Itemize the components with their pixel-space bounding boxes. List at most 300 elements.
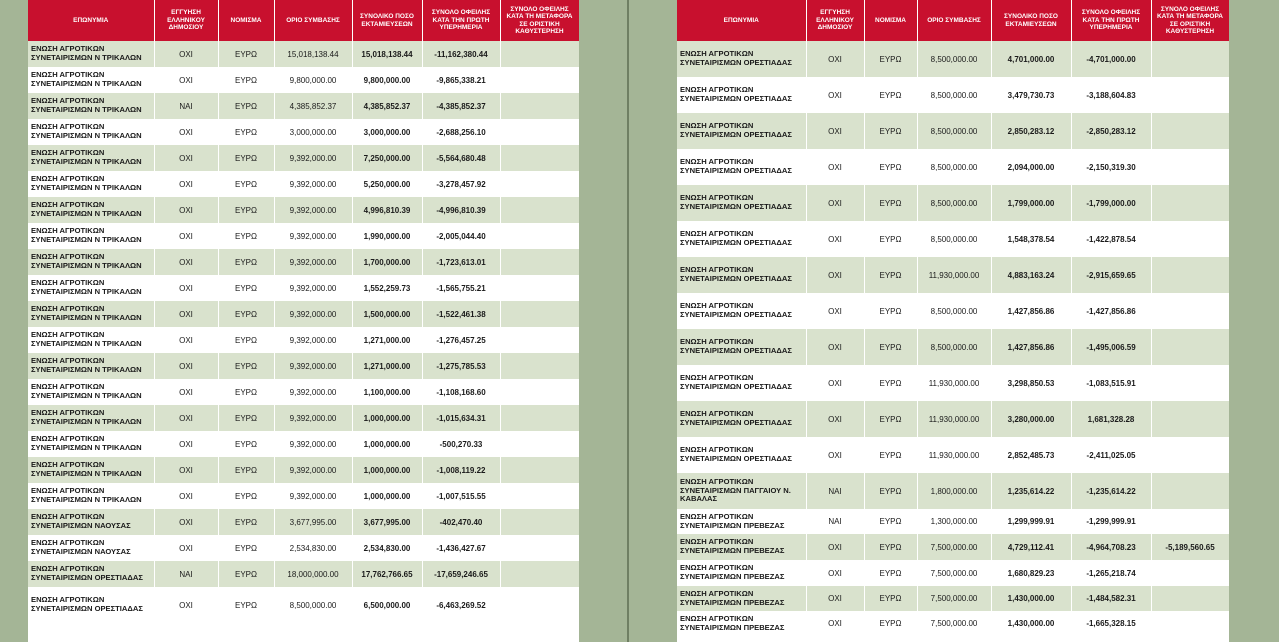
currency-cell: ΕΥΡΩ xyxy=(864,560,917,586)
table-row xyxy=(28,145,579,171)
first-default-debt-cell: -2,915,659.65 xyxy=(1071,257,1151,293)
currency-cell: ΕΥΡΩ xyxy=(864,185,917,221)
company-name-cell: ΕΝΩΣΗ ΑΓΡΟΤΙΚΩΝ ΣΥΝΕΤΑΙΡΙΣΜΩΝ Ν ΤΡΙΚΑΛΩΝ xyxy=(28,483,154,509)
header-disbursed: ΣΥΝΟΛΙΚΟ ΠΟΣΟ ΕΚΤΑΜΙΕΥΣΕΩΝ xyxy=(991,0,1071,41)
company-name-cell: ΕΝΩΣΗ ΑΓΡΟΤΙΚΩΝ ΣΥΝΕΤΑΙΡΙΣΜΩΝ ΝΑΟΥΣΑΣ xyxy=(28,509,154,535)
contract-limit-cell: 9,392,000.00 xyxy=(274,327,352,353)
final-delay-debt-cell xyxy=(1151,611,1229,636)
final-delay-debt-cell xyxy=(500,327,579,353)
final-delay-debt-cell xyxy=(500,535,579,561)
company-name-cell: ΕΝΩΣΗ ΑΓΡΟΤΙΚΩΝ ΣΥΝΕΤΑΙΡΙΣΜΩΝ ΠΡΕΒΕΖΑΣ xyxy=(677,509,806,534)
final-delay-debt-cell xyxy=(500,353,579,379)
disbursed-amount-cell: 1,430,000.00 xyxy=(991,611,1071,636)
right-table-panel xyxy=(677,0,1229,642)
contract-limit-cell: 8,500,000.00 xyxy=(917,41,991,77)
contract-limit-cell: 1,300,000.00 xyxy=(917,509,991,534)
contract-limit-cell: 9,392,000.00 xyxy=(274,249,352,275)
currency-cell: ΕΥΡΩ xyxy=(218,587,274,623)
first-default-debt-cell: -3,188,604.83 xyxy=(1071,77,1151,113)
header-first-default: ΣΥΝΟΛΟ ΟΦΕΙΛΗΣ ΚΑΤΑ ΤΗΝ ΠΡΩΤΗ ΥΠΕΡΗΜΕΡΙΑ xyxy=(1071,0,1151,41)
currency-cell: ΕΥΡΩ xyxy=(218,119,274,145)
final-delay-debt-cell xyxy=(1151,509,1229,534)
company-name-cell: ΕΝΩΣΗ ΑΓΡΟΤΙΚΩΝ ΣΥΝΕΤΑΙΡΙΣΜΩΝ ΟΡΕΣΤΙΑΔΑΣ xyxy=(677,77,806,113)
disbursed-amount-cell: 2,850,283.12 xyxy=(991,113,1071,149)
contract-limit-cell: 3,000,000.00 xyxy=(274,119,352,145)
disbursed-amount-cell: 17,762,766.65 xyxy=(352,561,422,587)
company-name-cell: ΕΝΩΣΗ ΑΓΡΟΤΙΚΩΝ ΣΥΝΕΤΑΙΡΙΣΜΩΝ ΝΑΟΥΣΑΣ xyxy=(28,535,154,561)
company-name-cell: ΕΝΩΣΗ ΑΓΡΟΤΙΚΩΝ ΣΥΝΕΤΑΙΡΙΣΜΩΝ ΠΡΕΒΕΖΑΣ xyxy=(677,560,806,586)
currency-cell: ΕΥΡΩ xyxy=(864,113,917,149)
contract-limit-cell: 1,800,000.00 xyxy=(917,473,991,509)
guarantee-cell: ΟΧΙ xyxy=(154,587,218,623)
header-currency: ΝΟΜΙΣΜΑ xyxy=(864,0,917,41)
first-default-debt-cell: -402,470.40 xyxy=(422,509,500,535)
table-row xyxy=(28,561,579,587)
contract-limit-cell: 8,500,000.00 xyxy=(917,113,991,149)
final-delay-debt-cell xyxy=(1151,41,1229,77)
final-delay-debt-cell xyxy=(1151,401,1229,437)
currency-cell: ΕΥΡΩ xyxy=(864,257,917,293)
disbursed-amount-cell: 1,000,000.00 xyxy=(352,483,422,509)
table-row xyxy=(677,77,1229,113)
table-row xyxy=(28,509,579,535)
contract-limit-cell: 9,392,000.00 xyxy=(274,223,352,249)
guarantee-cell: ΟΧΙ xyxy=(806,149,864,185)
company-name-cell: ΕΝΩΣΗ ΑΓΡΟΤΙΚΩΝ ΣΥΝΕΤΑΙΡΙΣΜΩΝ ΟΡΕΣΤΙΑΔΑΣ xyxy=(677,257,806,293)
table-row xyxy=(677,257,1229,293)
header-disbursed: ΣΥΝΟΛΙΚΟ ΠΟΣΟ ΕΚΤΑΜΙΕΥΣΕΩΝ xyxy=(352,0,422,41)
contract-limit-cell: 8,500,000.00 xyxy=(917,221,991,257)
disbursed-amount-cell: 3,677,995.00 xyxy=(352,509,422,535)
company-name-cell: ΕΝΩΣΗ ΑΓΡΟΤΙΚΩΝ ΣΥΝΕΤΑΙΡΙΣΜΩΝ ΟΡΕΣΤΙΑΔΑΣ xyxy=(677,365,806,401)
disbursed-amount-cell: 6,500,000.00 xyxy=(352,587,422,623)
table-row xyxy=(28,93,579,119)
currency-cell: ΕΥΡΩ xyxy=(864,77,917,113)
final-delay-debt-cell xyxy=(1151,560,1229,586)
contract-limit-cell: 9,392,000.00 xyxy=(274,379,352,405)
final-delay-debt-cell xyxy=(1151,77,1229,113)
currency-cell: ΕΥΡΩ xyxy=(218,301,274,327)
guarantee-cell: ΟΧΙ xyxy=(154,171,218,197)
company-name-cell: ΕΝΩΣΗ ΑΓΡΟΤΙΚΩΝ ΣΥΝΕΤΑΙΡΙΣΜΩΝ Ν ΤΡΙΚΑΛΩΝ xyxy=(28,223,154,249)
disbursed-amount-cell: 4,385,852.37 xyxy=(352,93,422,119)
disbursed-amount-cell: 1,000,000.00 xyxy=(352,405,422,431)
contract-limit-cell: 11,930,000.00 xyxy=(917,437,991,473)
disbursed-amount-cell: 1,700,000.00 xyxy=(352,249,422,275)
table-row xyxy=(677,185,1229,221)
table-row xyxy=(677,560,1229,586)
table-row xyxy=(28,119,579,145)
disbursed-amount-cell: 3,280,000.00 xyxy=(991,401,1071,437)
currency-cell: ΕΥΡΩ xyxy=(218,67,274,93)
header-currency: ΝΟΜΙΣΜΑ xyxy=(218,0,274,41)
currency-cell: ΕΥΡΩ xyxy=(218,145,274,171)
company-name-cell: ΕΝΩΣΗ ΑΓΡΟΤΙΚΩΝ ΣΥΝΕΤΑΙΡΙΣΜΩΝ ΟΡΕΣΤΙΑΔΑΣ xyxy=(28,561,154,587)
currency-cell: ΕΥΡΩ xyxy=(864,534,917,560)
currency-cell: ΕΥΡΩ xyxy=(864,329,917,365)
guarantee-cell: ΝΑΙ xyxy=(154,561,218,587)
first-default-debt-cell: -9,865,338.21 xyxy=(422,67,500,93)
header-name: ΕΠΩΝΥΜΙΑ xyxy=(677,0,806,41)
currency-cell: ΕΥΡΩ xyxy=(218,535,274,561)
final-delay-debt-cell xyxy=(500,249,579,275)
currency-cell: ΕΥΡΩ xyxy=(218,431,274,457)
guarantee-cell: ΟΧΙ xyxy=(806,221,864,257)
company-name-cell: ΕΝΩΣΗ ΑΓΡΟΤΙΚΩΝ ΣΥΝΕΤΑΙΡΙΣΜΩΝ ΟΡΕΣΤΙΑΔΑΣ xyxy=(677,221,806,257)
company-name-cell: ΕΝΩΣΗ ΑΓΡΟΤΙΚΩΝ ΣΥΝΕΤΑΙΡΙΣΜΩΝ Ν ΤΡΙΚΑΛΩΝ xyxy=(28,457,154,483)
final-delay-debt-cell xyxy=(500,457,579,483)
contract-limit-cell: 11,930,000.00 xyxy=(917,401,991,437)
disbursed-amount-cell: 2,852,485.73 xyxy=(991,437,1071,473)
currency-cell: ΕΥΡΩ xyxy=(218,275,274,301)
disbursed-amount-cell: 1,271,000.00 xyxy=(352,327,422,353)
contract-limit-cell: 11,930,000.00 xyxy=(917,365,991,401)
disbursed-amount-cell: 1,552,259.73 xyxy=(352,275,422,301)
guarantee-cell: ΟΧΙ xyxy=(806,257,864,293)
table-row xyxy=(28,535,579,561)
contract-limit-cell: 7,500,000.00 xyxy=(917,586,991,611)
table-row xyxy=(28,327,579,353)
contract-limit-cell: 8,500,000.00 xyxy=(917,293,991,329)
company-name-cell: ΕΝΩΣΗ ΑΓΡΟΤΙΚΩΝ ΣΥΝΕΤΑΙΡΙΣΜΩΝ Ν ΤΡΙΚΑΛΩΝ xyxy=(28,405,154,431)
disbursed-amount-cell: 1,548,378.54 xyxy=(991,221,1071,257)
company-name-cell: ΕΝΩΣΗ ΑΓΡΟΤΙΚΩΝ ΣΥΝΕΤΑΙΡΙΣΜΩΝ Ν ΤΡΙΚΑΛΩΝ xyxy=(28,67,154,93)
first-default-debt-cell: -4,964,708.23 xyxy=(1071,534,1151,560)
contract-limit-cell: 9,392,000.00 xyxy=(274,353,352,379)
currency-cell: ΕΥΡΩ xyxy=(864,41,917,77)
contract-limit-cell: 9,392,000.00 xyxy=(274,171,352,197)
table-row xyxy=(28,301,579,327)
final-delay-debt-cell xyxy=(500,41,579,67)
table-row xyxy=(677,611,1229,636)
disbursed-amount-cell: 2,094,000.00 xyxy=(991,149,1071,185)
final-delay-debt-cell xyxy=(500,509,579,535)
guarantee-cell: ΟΧΙ xyxy=(806,437,864,473)
guarantee-cell: ΟΧΙ xyxy=(806,560,864,586)
guarantee-cell: ΟΧΙ xyxy=(806,41,864,77)
company-name-cell: ΕΝΩΣΗ ΑΓΡΟΤΙΚΩΝ ΣΥΝΕΤΑΙΡΙΣΜΩΝ Ν ΤΡΙΚΑΛΩΝ xyxy=(28,93,154,119)
final-delay-debt-cell xyxy=(500,93,579,119)
disbursed-amount-cell: 1,799,000.00 xyxy=(991,185,1071,221)
guarantee-cell: ΝΑΙ xyxy=(806,473,864,509)
company-name-cell: ΕΝΩΣΗ ΑΓΡΟΤΙΚΩΝ ΣΥΝΕΤΑΙΡΙΣΜΩΝ Ν ΤΡΙΚΑΛΩΝ xyxy=(28,431,154,457)
header-name: ΕΠΩΝΥΜΙΑ xyxy=(28,0,154,41)
company-name-cell: ΕΝΩΣΗ ΑΓΡΟΤΙΚΩΝ ΣΥΝΕΤΑΙΡΙΣΜΩΝ Ν ΤΡΙΚΑΛΩΝ xyxy=(28,145,154,171)
header-final-delay: ΣΥΝΟΛΟ ΟΦΕΙΛΗΣ ΚΑΤΑ ΤΗ ΜΕΤΑΦΟΡΑ ΣΕ ΟΡΙΣΤΙΚΗ ΚΑΘΥΣΤΕΡΗΣΗ xyxy=(1151,0,1229,41)
right-loans-table xyxy=(677,0,1229,636)
first-default-debt-cell: -1,108,168.60 xyxy=(422,379,500,405)
disbursed-amount-cell: 1,427,856.86 xyxy=(991,293,1071,329)
company-name-cell: ΕΝΩΣΗ ΑΓΡΟΤΙΚΩΝ ΣΥΝΕΤΑΙΡΙΣΜΩΝ Ν ΤΡΙΚΑΛΩΝ xyxy=(28,41,154,67)
header-first-default: ΣΥΝΟΛΟ ΟΦΕΙΛΗΣ ΚΑΤΑ ΤΗΝ ΠΡΩΤΗ ΥΠΕΡΗΜΕΡΙΑ xyxy=(422,0,500,41)
first-default-debt-cell: -1,422,878.54 xyxy=(1071,221,1151,257)
final-delay-debt-cell xyxy=(500,223,579,249)
guarantee-cell: ΟΧΙ xyxy=(806,293,864,329)
header-limit: ΟΡΙΟ ΣΥΜΒΑΣΗΣ xyxy=(274,0,352,41)
guarantee-cell: ΟΧΙ xyxy=(806,365,864,401)
guarantee-cell: ΟΧΙ xyxy=(154,67,218,93)
contract-limit-cell: 7,500,000.00 xyxy=(917,611,991,636)
table-row xyxy=(28,249,579,275)
table-row xyxy=(28,275,579,301)
disbursed-amount-cell: 7,250,000.00 xyxy=(352,145,422,171)
final-delay-debt-cell xyxy=(500,483,579,509)
final-delay-debt-cell xyxy=(500,67,579,93)
company-name-cell: ΕΝΩΣΗ ΑΓΡΟΤΙΚΩΝ ΣΥΝΕΤΑΙΡΙΣΜΩΝ ΟΡΕΣΤΙΑΔΑΣ xyxy=(677,293,806,329)
currency-cell: ΕΥΡΩ xyxy=(218,405,274,431)
first-default-debt-cell: -4,385,852.37 xyxy=(422,93,500,119)
guarantee-cell: ΟΧΙ xyxy=(806,586,864,611)
contract-limit-cell: 9,392,000.00 xyxy=(274,275,352,301)
final-delay-debt-cell xyxy=(1151,185,1229,221)
guarantee-cell: ΝΑΙ xyxy=(154,93,218,119)
guarantee-cell: ΟΧΙ xyxy=(154,223,218,249)
contract-limit-cell: 11,930,000.00 xyxy=(917,257,991,293)
final-delay-debt-cell xyxy=(500,405,579,431)
guarantee-cell: ΟΧΙ xyxy=(154,457,218,483)
table-row xyxy=(677,113,1229,149)
company-name-cell: ΕΝΩΣΗ ΑΓΡΟΤΙΚΩΝ ΣΥΝΕΤΑΙΡΙΣΜΩΝ ΟΡΕΣΤΙΑΔΑΣ xyxy=(677,401,806,437)
contract-limit-cell: 2,534,830.00 xyxy=(274,535,352,561)
first-default-debt-cell: -1,565,755.21 xyxy=(422,275,500,301)
disbursed-amount-cell: 1,680,829.23 xyxy=(991,560,1071,586)
contract-limit-cell: 9,392,000.00 xyxy=(274,457,352,483)
currency-cell: ΕΥΡΩ xyxy=(218,353,274,379)
contract-limit-cell: 9,392,000.00 xyxy=(274,405,352,431)
currency-cell: ΕΥΡΩ xyxy=(864,149,917,185)
currency-cell: ΕΥΡΩ xyxy=(218,249,274,275)
currency-cell: ΕΥΡΩ xyxy=(218,93,274,119)
left-loans-table xyxy=(28,0,579,623)
table-row xyxy=(677,149,1229,185)
contract-limit-cell: 8,500,000.00 xyxy=(917,185,991,221)
company-name-cell: ΕΝΩΣΗ ΑΓΡΟΤΙΚΩΝ ΣΥΝΕΤΑΙΡΙΣΜΩΝ Ν ΤΡΙΚΑΛΩΝ xyxy=(28,119,154,145)
table-row xyxy=(677,534,1229,560)
first-default-debt-cell: -4,996,810.39 xyxy=(422,197,500,223)
contract-limit-cell: 18,000,000.00 xyxy=(274,561,352,587)
first-default-debt-cell: -1,015,634.31 xyxy=(422,405,500,431)
panel-divider xyxy=(627,0,629,642)
contract-limit-cell: 7,500,000.00 xyxy=(917,534,991,560)
company-name-cell: ΕΝΩΣΗ ΑΓΡΟΤΙΚΩΝ ΣΥΝΕΤΑΙΡΙΣΜΩΝ Ν ΤΡΙΚΑΛΩΝ xyxy=(28,171,154,197)
final-delay-debt-cell xyxy=(1151,257,1229,293)
company-name-cell: ΕΝΩΣΗ ΑΓΡΟΤΙΚΩΝ ΣΥΝΕΤΑΙΡΙΣΜΩΝ Ν ΤΡΙΚΑΛΩΝ xyxy=(28,301,154,327)
disbursed-amount-cell: 1,990,000.00 xyxy=(352,223,422,249)
disbursed-amount-cell: 4,701,000.00 xyxy=(991,41,1071,77)
left-table-body xyxy=(28,41,579,623)
table-row xyxy=(677,473,1229,509)
left-table-panel xyxy=(28,0,579,642)
table-row xyxy=(28,353,579,379)
disbursed-amount-cell: 5,250,000.00 xyxy=(352,171,422,197)
first-default-debt-cell: -2,150,319.30 xyxy=(1071,149,1151,185)
final-delay-debt-cell xyxy=(1151,293,1229,329)
table-row xyxy=(677,221,1229,257)
disbursed-amount-cell: 3,298,850.53 xyxy=(991,365,1071,401)
table-row xyxy=(677,586,1229,611)
first-default-debt-cell: -1,275,785.53 xyxy=(422,353,500,379)
guarantee-cell: ΟΧΙ xyxy=(806,77,864,113)
currency-cell: ΕΥΡΩ xyxy=(218,41,274,67)
first-default-debt-cell: -1,436,427.67 xyxy=(422,535,500,561)
currency-cell: ΕΥΡΩ xyxy=(218,509,274,535)
disbursed-amount-cell: 1,000,000.00 xyxy=(352,431,422,457)
contract-limit-cell: 9,392,000.00 xyxy=(274,431,352,457)
first-default-debt-cell: -17,659,246.65 xyxy=(422,561,500,587)
company-name-cell: ΕΝΩΣΗ ΑΓΡΟΤΙΚΩΝ ΣΥΝΕΤΑΙΡΙΣΜΩΝ Ν ΤΡΙΚΑΛΩΝ xyxy=(28,379,154,405)
first-default-debt-cell: -1,522,461.38 xyxy=(422,301,500,327)
table-row xyxy=(677,365,1229,401)
guarantee-cell: ΟΧΙ xyxy=(154,535,218,561)
company-name-cell: ΕΝΩΣΗ ΑΓΡΟΤΙΚΩΝ ΣΥΝΕΤΑΙΡΙΣΜΩΝ ΟΡΕΣΤΙΑΔΑΣ xyxy=(677,149,806,185)
first-default-debt-cell: -1,265,218.74 xyxy=(1071,560,1151,586)
table-row xyxy=(677,293,1229,329)
guarantee-cell: ΟΧΙ xyxy=(154,379,218,405)
company-name-cell: ΕΝΩΣΗ ΑΓΡΟΤΙΚΩΝ ΣΥΝΕΤΑΙΡΙΣΜΩΝ ΠΡΕΒΕΖΑΣ xyxy=(677,586,806,611)
first-default-debt-cell: -2,850,283.12 xyxy=(1071,113,1151,149)
company-name-cell: ΕΝΩΣΗ ΑΓΡΟΤΙΚΩΝ ΣΥΝΕΤΑΙΡΙΣΜΩΝ Ν ΤΡΙΚΑΛΩΝ xyxy=(28,275,154,301)
currency-cell: ΕΥΡΩ xyxy=(864,293,917,329)
disbursed-amount-cell: 1,271,000.00 xyxy=(352,353,422,379)
company-name-cell: ΕΝΩΣΗ ΑΓΡΟΤΙΚΩΝ ΣΥΝΕΤΑΙΡΙΣΜΩΝ Ν ΤΡΙΚΑΛΩΝ xyxy=(28,327,154,353)
guarantee-cell: ΟΧΙ xyxy=(806,185,864,221)
guarantee-cell: ΟΧΙ xyxy=(154,145,218,171)
first-default-debt-cell: -5,564,680.48 xyxy=(422,145,500,171)
right-table-body xyxy=(677,41,1229,636)
disbursed-amount-cell: 3,000,000.00 xyxy=(352,119,422,145)
table-header-row xyxy=(677,0,1229,41)
company-name-cell: ΕΝΩΣΗ ΑΓΡΟΤΙΚΩΝ ΣΥΝΕΤΑΙΡΙΣΜΩΝ ΟΡΕΣΤΙΑΔΑΣ xyxy=(677,185,806,221)
first-default-debt-cell: -1,799,000.00 xyxy=(1071,185,1151,221)
disbursed-amount-cell: 1,430,000.00 xyxy=(991,586,1071,611)
guarantee-cell: ΟΧΙ xyxy=(154,119,218,145)
contract-limit-cell: 4,385,852.37 xyxy=(274,93,352,119)
first-default-debt-cell: -1,427,856.86 xyxy=(1071,293,1151,329)
disbursed-amount-cell: 1,100,000.00 xyxy=(352,379,422,405)
first-default-debt-cell: -2,005,044.40 xyxy=(422,223,500,249)
header-final-delay: ΣΥΝΟΛΟ ΟΦΕΙΛΗΣ ΚΑΤΑ ΤΗ ΜΕΤΑΦΟΡΑ ΣΕ ΟΡΙΣΤΙΚΗ ΚΑΘΥΣΤΕΡΗΣΗ xyxy=(500,0,579,41)
first-default-debt-cell: -1,484,582.31 xyxy=(1071,586,1151,611)
table-row xyxy=(677,509,1229,534)
first-default-debt-cell: -1,665,328.15 xyxy=(1071,611,1151,636)
final-delay-debt-cell xyxy=(1151,437,1229,473)
guarantee-cell: ΟΧΙ xyxy=(154,301,218,327)
guarantee-cell: ΟΧΙ xyxy=(806,113,864,149)
disbursed-amount-cell: 2,534,830.00 xyxy=(352,535,422,561)
disbursed-amount-cell: 9,800,000.00 xyxy=(352,67,422,93)
guarantee-cell: ΟΧΙ xyxy=(154,41,218,67)
currency-cell: ΕΥΡΩ xyxy=(218,223,274,249)
table-row xyxy=(28,483,579,509)
first-default-debt-cell: -1,723,613.01 xyxy=(422,249,500,275)
disbursed-amount-cell: 1,500,000.00 xyxy=(352,301,422,327)
company-name-cell: ΕΝΩΣΗ ΑΓΡΟΤΙΚΩΝ ΣΥΝΕΤΑΙΡΙΣΜΩΝ ΟΡΕΣΤΙΑΔΑΣ xyxy=(677,113,806,149)
table-row xyxy=(677,329,1229,365)
guarantee-cell: ΟΧΙ xyxy=(806,329,864,365)
guarantee-cell: ΟΧΙ xyxy=(806,534,864,560)
contract-limit-cell: 15,018,138.44 xyxy=(274,41,352,67)
final-delay-debt-cell xyxy=(500,379,579,405)
first-default-debt-cell: -1,008,119.22 xyxy=(422,457,500,483)
first-default-debt-cell: -6,463,269.52 xyxy=(422,587,500,623)
table-header-row xyxy=(28,0,579,41)
disbursed-amount-cell: 4,996,810.39 xyxy=(352,197,422,223)
currency-cell: ΕΥΡΩ xyxy=(218,327,274,353)
table-row xyxy=(677,401,1229,437)
guarantee-cell: ΟΧΙ xyxy=(806,401,864,437)
contract-limit-cell: 9,800,000.00 xyxy=(274,67,352,93)
disbursed-amount-cell: 1,000,000.00 xyxy=(352,457,422,483)
company-name-cell: ΕΝΩΣΗ ΑΓΡΟΤΙΚΩΝ ΣΥΝΕΤΑΙΡΙΣΜΩΝ Ν ΤΡΙΚΑΛΩΝ xyxy=(28,197,154,223)
first-default-debt-cell: -11,162,380.44 xyxy=(422,41,500,67)
header-guarantee: ΕΓΓΥΗΣΗ ΕΛΛΗΝΙΚΟΥ ΔΗΜΟΣΙΟΥ xyxy=(154,0,218,41)
first-default-debt-cell: 1,681,328.28 xyxy=(1071,401,1151,437)
first-default-debt-cell: -1,083,515.91 xyxy=(1071,365,1151,401)
table-row xyxy=(28,67,579,93)
guarantee-cell: ΟΧΙ xyxy=(154,249,218,275)
contract-limit-cell: 7,500,000.00 xyxy=(917,560,991,586)
final-delay-debt-cell xyxy=(1151,149,1229,185)
guarantee-cell: ΟΧΙ xyxy=(154,353,218,379)
guarantee-cell: ΟΧΙ xyxy=(154,483,218,509)
guarantee-cell: ΝΑΙ xyxy=(806,509,864,534)
currency-cell: ΕΥΡΩ xyxy=(218,197,274,223)
first-default-debt-cell: -500,270.33 xyxy=(422,431,500,457)
company-name-cell: ΕΝΩΣΗ ΑΓΡΟΤΙΚΩΝ ΣΥΝΕΤΑΙΡΙΣΜΩΝ Ν ΤΡΙΚΑΛΩΝ xyxy=(28,353,154,379)
contract-limit-cell: 9,392,000.00 xyxy=(274,145,352,171)
guarantee-cell: ΟΧΙ xyxy=(154,431,218,457)
first-default-debt-cell: -4,701,000.00 xyxy=(1071,41,1151,77)
company-name-cell: ΕΝΩΣΗ ΑΓΡΟΤΙΚΩΝ ΣΥΝΕΤΑΙΡΙΣΜΩΝ ΠΡΕΒΕΖΑΣ xyxy=(677,534,806,560)
guarantee-cell: ΟΧΙ xyxy=(154,327,218,353)
table-row xyxy=(28,41,579,67)
table-row xyxy=(28,197,579,223)
disbursed-amount-cell: 3,479,730.73 xyxy=(991,77,1071,113)
final-delay-debt-cell xyxy=(1151,221,1229,257)
disbursed-amount-cell: 1,427,856.86 xyxy=(991,329,1071,365)
currency-cell: ΕΥΡΩ xyxy=(218,379,274,405)
currency-cell: ΕΥΡΩ xyxy=(218,483,274,509)
first-default-debt-cell: -2,411,025.05 xyxy=(1071,437,1151,473)
final-delay-debt-cell xyxy=(500,171,579,197)
final-delay-debt-cell xyxy=(1151,586,1229,611)
currency-cell: ΕΥΡΩ xyxy=(864,365,917,401)
first-default-debt-cell: -1,495,006.59 xyxy=(1071,329,1151,365)
final-delay-debt-cell xyxy=(500,561,579,587)
guarantee-cell: ΟΧΙ xyxy=(154,405,218,431)
table-row xyxy=(28,379,579,405)
first-default-debt-cell: -2,688,256.10 xyxy=(422,119,500,145)
header-guarantee: ΕΓΓΥΗΣΗ ΕΛΛΗΝΙΚΟΥ ΔΗΜΟΣΙΟΥ xyxy=(806,0,864,41)
guarantee-cell: ΟΧΙ xyxy=(154,197,218,223)
company-name-cell: ΕΝΩΣΗ ΑΓΡΟΤΙΚΩΝ ΣΥΝΕΤΑΙΡΙΣΜΩΝ ΟΡΕΣΤΙΑΔΑΣ xyxy=(28,587,154,623)
disbursed-amount-cell: 4,729,112.41 xyxy=(991,534,1071,560)
guarantee-cell: ΟΧΙ xyxy=(154,275,218,301)
contract-limit-cell: 9,392,000.00 xyxy=(274,197,352,223)
contract-limit-cell: 9,392,000.00 xyxy=(274,301,352,327)
final-delay-debt-cell xyxy=(500,145,579,171)
final-delay-debt-cell xyxy=(500,301,579,327)
currency-cell: ΕΥΡΩ xyxy=(218,457,274,483)
disbursed-amount-cell: 1,299,999.91 xyxy=(991,509,1071,534)
final-delay-debt-cell xyxy=(500,431,579,457)
disbursed-amount-cell: 15,018,138.44 xyxy=(352,41,422,67)
company-name-cell: ΕΝΩΣΗ ΑΓΡΟΤΙΚΩΝ ΣΥΝΕΤΑΙΡΙΣΜΩΝ ΠΑΓΓΑΙΟΥ Ν. ΚΑΒΑΛΑΣ xyxy=(677,473,806,509)
currency-cell: ΕΥΡΩ xyxy=(864,611,917,636)
table-row xyxy=(28,405,579,431)
table-row xyxy=(677,437,1229,473)
final-delay-debt-cell xyxy=(500,275,579,301)
